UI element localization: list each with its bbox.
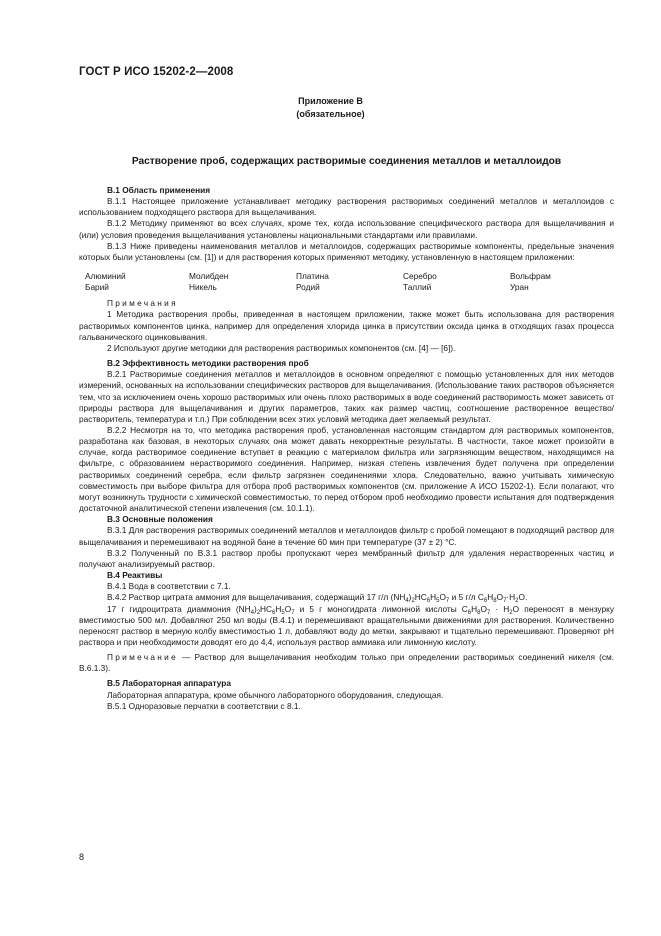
note-1: 1 Методика растворения пробы, приведенная в настоящем приложении, также может быть использована для растворения растворимых компонентов цинка, например для определения хлорида цинка в присутствии оксида цинка в отходящих газах процесса гальванического оцинковывания. — [79, 309, 614, 342]
note-b4: Примечание — Раствор для выщелачивания необходим только при определении растворимых соединений никеля (см. В.6.1.3). — [79, 652, 614, 674]
paragraph-b4-2: В.4.2 Раствор цитрата аммония для выщелачивания, содержащий 17 г/л $(NH_4)_2HC_6H_5O_7$ и 5 г/л $C_6H_8O_7\cdot H_2O$. — [107, 592, 528, 605]
metal-item: Никель — [189, 281, 217, 292]
metal-item: Барий — [85, 281, 109, 292]
notes-title: Примечания — [107, 298, 178, 309]
paragraph-b5-1: В.5.1 Одноразовые перчатки в соответствии с 8.1. — [107, 700, 301, 711]
paragraph-b1-2: В.1.2 Методику применяют во всех случаях, кроме тех, когда использование специфического раствора для выщелачивания и (или) условия проведения выщелачивания установлены национальными стандартами или правилами. — [79, 218, 614, 240]
section-heading-b1: В.1 Область применения — [107, 185, 211, 195]
metals-list — [85, 271, 614, 292]
page-number: 8 — [79, 852, 85, 862]
appendix-label: Приложение В — [298, 96, 363, 106]
paragraph-b3-1: В.3.1 Для растворения растворимых соединений металлов и металлоидов фильтр с пробой помещают в подходящий раствор для выщелачивания и перемешивают на водяной бане в течение 60 мин при температуре (37 ± 2) °С. — [79, 525, 614, 547]
paragraph-b4-1: В.4.1 Вода в соответствии с 7.1. — [107, 581, 231, 592]
section-heading-b3: В.3 Основные положения — [107, 514, 213, 525]
section-heading-b5: В.5 Лабораторная аппаратура — [107, 678, 231, 689]
paragraph-b1-3: В.1.3 Ниже приведены наименования металлов и металлоидов, содержащих растворимые компоненты, предельные значения которых были установлены (см. [1]) и для растворения которых применяют методику, установленную в настоящем приложении: — [79, 240, 614, 262]
appendix-status: (обязательное) — [296, 109, 365, 119]
document-body — [79, 185, 614, 712]
paragraph-b1-1: В.1.1 Настоящее приложение устанавливает методику растворения растворимых соединений металлов и металлоидов с использованием подходящего раствора для выщелачивания. — [79, 196, 614, 218]
standard-header: ГОСТ Р ИСО 15202-2—2008 — [79, 66, 234, 78]
appendix-title: Растворение проб, содержащих растворимые соединения металлов и металлоидов — [131, 156, 562, 167]
metal-item: Серебро — [403, 271, 437, 282]
metal-item: Платина — [296, 271, 329, 282]
note-2: 2 Используют другие методики для растворения растворимых компонентов (см. [4] — [6]). — [107, 342, 456, 353]
metal-item: Таллий — [403, 281, 432, 292]
paragraph-b5: Лабораторная аппаратура, кроме обычного лабораторного оборудования, следующая. — [107, 689, 444, 700]
metal-item: Молибден — [189, 271, 229, 282]
paragraph-b2-2: В.2.2 Несмотря на то, что методика растворения проб, установленная настоящим стандартом для растворимых компонентов, разработана как базовая, в некоторых случаях она может давать некорректные результаты. В частности, такое может произойти в случае, когда растворимое соединение вступает в реакцию с материалом фильтра или загрязняющим веществом, находящимся на фильтре, с образованием нерастворимого соединения. Например, низкая степень извлечения будет получена при определении растворимых соединений серебра, если фильтр загрязнен соединениями хлора. Следовательно, важно учитывать химическую совместимость при выборе фильтра для отбора проб растворимых компонентов (см. приложение А ИСО 15202-1). Если полагают, что могут возникнуть трудности с химической совместимостью, то перед отбором проб необходимо провести испытания для подтверждения достаточной аналитической степени извлечения (см. 10.1.1). — [79, 425, 614, 514]
section-heading-b2: В.2 Эффективность методики растворения проб — [107, 358, 309, 369]
metal-item: Родий — [296, 281, 320, 292]
metal-item: Алюминий — [85, 271, 126, 282]
metal-item: Уран — [510, 281, 529, 292]
paragraph-b4-2-procedure: 17 г гидроцитрата диаммония $(NH_4)_2HC_6H_5O_7$ и 5 г моногидрата лимонной кислоты $C_6H_8O_7 \cdot H_2O$ переносят в мензурку вместимостью 500 мл. Добавляют 250 мл воды (В.4.1) и перемешивают вращательными движениями для растворения. Количественно переносят раствор в мерную колбу вместимостью 1 л, добавляют воду до метки, закрывают и тщательно перемешивают. Проверяют рН раствора и при необходимости доводят его до 4,4, используя раствор аммиака или лимонную кислоту. — [79, 603, 614, 647]
section-heading-b4: В.4 Реактивы — [107, 570, 163, 581]
metal-item: Вольфрам — [510, 271, 551, 282]
paragraph-b2-1: В.2.1 Растворимые соединения металлов и металлоидов в основном определяют с помощью установленных для них методов измерений, основанных на использовании специфических растворов для выщелачивания. (Использование таких растворов объясняется тем, что за исключением очень хорошо растворимых или очень плохо растворимых в воде соединений растворимость может зависеть от природы раствора для выщелачивания и других параметров, таких как размер частиц, соотношение растворенное вещество/растворитель, температура и т.п.) При соблюдении всех этих условий методика дает желаемый результат. — [79, 369, 614, 424]
paragraph-b3-2: В.3.2 Полученный по В.3.1 раствор пробы пропускают через мембранный фильтр для удаления нерастворенных частиц и получают анализируемый раствор. — [79, 547, 614, 569]
